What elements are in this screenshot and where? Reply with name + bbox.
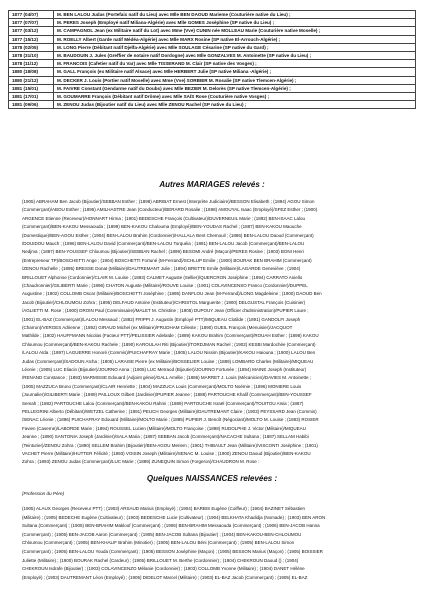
row-entry: M. BEN LALOU Judas (Portefaix natif du Lieu) avec Mlle BEN DAOUD Marieme (Couturière native du Lieu) ; (54, 11, 416, 19)
paragraph-line: (Militaire) ; (1905) BEDECHE Eugène (Cultivateur) ; (1903) BEDESCHE Lucie (Cultivateur) ; (1904) BELKHATA Khadidja (Nomade) ; (1903) BEN ARON (22, 514, 326, 520)
paragraph-line: (1901) EL-BAZ (Commerçant)/LALOU Messaud ; (1882) FRIPPI J. Augustin (Employé PTT)/MIQUEAU Clotilde ; (1891) GANDOLFI Joseph (22, 316, 301, 322)
table-row (9, 35, 416, 43)
paragraph-line: (1905) MAZZUCA Bruno (Commerçant)/CLAIR Henriette ; (1904) MAZZUCA Louis (Commerçant)/MOLTO Noémie ; (1896) MONIERE Louis (22, 383, 302, 389)
row-entry: M. CAMPAGNOL Jean (ex Militaire natif du Lot) avec Mme (Vve) CUNIN née MOLLEAU Marie (Couturière native Moselle) ; (54, 27, 416, 35)
paragraph-line: Sultana (Commerçant) ; (1905) BEN-BRAHIM Makloof (Commerçant) ; (1906) BEN-BRAHIM Messaouda (Commerçant) ; (1906) BEN-JACOB Hanna (22, 523, 320, 529)
row-date: 1881 (15/01) (9, 84, 54, 92)
paragraph-line: Chloumou (Commerçant)/BEN-KAKOU Rachele ; (1890) KAROULAH Riti (Bijoutier)/TORDJMAN Rachel ; (1902) KESBI Mardochée (Commerçant) (22, 341, 316, 347)
paragraph-line: /AGLIETTI M. Rose ; (1900) DROIN Paul (Commissaire)/MALET M. Christine ; (1905) DUPOUY Jean (Officier d'administration)/PUPIER Laure ; (22, 308, 309, 314)
paragraph-line: (1905) ALAUX Georges (Receveur PTT) ; (1903) ARSAUD Marius (Employé) ; (1904) BARBIS Eugène (Coiffeur) ; (1904) BAZINET Sébastien (22, 506, 305, 511)
row-date: 1880 (21/12) (9, 76, 54, 84)
paragraph-line: (Employé) ; (1903) DAUTREMANT Léon (Employé) ; (1905) DIDELOT Marcel (Militaire) ; (1903) EL-BAZ Jacob (Commerçant) ; (1905) EL-BAZ (22, 574, 308, 580)
paragraph-line: (Commerçant) ; (1905) BEN-LALOU Youda (Commerçant) ; (1905) BESSON Joséphine (Maçon) ; (1905) BESSON Marius (Maçon) ; (1905) BOISSIER (22, 549, 323, 554)
table-row (9, 19, 416, 27)
paragraph-line: Favien (Caserne)/LABORDE Marie ; (1894) ROUSSEL Lucien (Militaire)/MOLTO Françoise ; (1898) RUDOLPHE J. Victor (Militaire)/MIQUEAU (22, 425, 306, 431)
row-date: 1877 (07/07) (9, 19, 54, 27)
paragraph-line: (Journalier)/GILIBERTI Marie ; (1889) PAILLOUX Gilbert (Jardinier)/PUPIER Jeanne ; (1888) PARTOUCHE Khalif (Commerçant)/BEN-YOUSSEF (22, 392, 312, 398)
naissances-subtitle: (Profession du Père) (22, 491, 65, 496)
row-date: 1878 (31/10) (9, 52, 54, 60)
paragraph-line: (Domestique)/BEN-AGOU Esther ; (1904) BEN-LALOU Brahim (Cordonnier)/HALLALA Bent Chemouil ; (1886) BEN-LALOU Daoud (Commerçant) (22, 232, 314, 238)
table-row (9, 43, 416, 51)
paragraph-line: (1905) ABRAHAM Ben Jacob (Bijoutier)/SEBBAN Esther ; (1898) ABRIBAT Ernest (Interprète Judiciaire)/BESSON Elisabeth ; (1894) AGOU Simon (22, 199, 315, 204)
paragraph-line: /ZENOU Rachelle ; (1895) BRESSE Donat (Militaire)/DAUTREMANT Julie ; (1894) BRETTE Emile (Militaire)/LAGARDE Geneviève ; (1904) (22, 266, 301, 272)
table-row (9, 84, 416, 92)
row-entry: M. BAUDOUIN J. Jules (Greffier de notaire natif Dordogne) avec Mlle GONZALVES M. Antoinette (SP native du Lieu) ; (54, 52, 416, 60)
row-date: 1878 (11/12) (9, 60, 54, 68)
paragraph-line: Jacob (Bijoutier)/CHLOUMOU Zohra ; (1895) DELFAUD Antoine (Instituteur)/CHRISTOL Marguerite ; (1900) DELGUSTAL François (Cuisinier) (22, 299, 306, 305)
row-date: 1880 (18/08) (9, 68, 54, 76)
paragraph-line: Juliette (Militaire) ; (1900) BOURAK Rachel (Cardeur) ; (1905) BRILLOUET M. Berthe (Cordonnier) ; (1904) CHEKROUN Daoud () ; (1904) (22, 557, 299, 563)
row-date: 1881 (17/01) (9, 93, 54, 101)
row-entry: M. ROELLY Albert (Garde natif Médéa-Algérie) avec Mlle MARX Rosine (SP native El-Arrouch-Algérie) ; (54, 35, 416, 43)
row-entry: M. LONG Pierre (Débitant natif Djelfa-Algérie) avec Mlle SOULAGE Césarine (SP native du Gard) ; (54, 43, 416, 51)
paragraph-line: Augustine ; (1902) COLLOMB Oscar (Militaire)/BOSCHETTI Joséphine ; (1895) DANFLOU Jean (M-Ferrand)/LONG Magdeleine ; (1900) DAOUD Ben (22, 291, 322, 297)
paragraph-line: /SENAC Léonie ; (1896) PUICHAFRAY Edouard (Militaire)/MOLTO Marie ; (1885) PUPIER J. Benoît (Négociant)/MOLTO M. Louise ; (1883) ROSIER (22, 417, 319, 423)
row-entry: M. GALL François (ex Militaire natif Alsace) avec Mlle HERBERT Julie (SP native Miliana -Algérie) ; (54, 68, 416, 76)
row-entry: M. PERES Joseph (Employé natif Miliana-Algérie) avec Mlle GOMES Joséphine (SP native du Lieu) ; (54, 19, 416, 27)
table-row (9, 27, 416, 35)
table-row (9, 68, 416, 76)
paragraph-line: (Charron)/VERGES Adrienne ; (1892) GIRAUD Michel (ex Militaire)/FRUDHAM Céleste ; (1890) GUEIL François (Menuisier)/JACQUOT (22, 325, 293, 330)
row-date: 1878 (02/05) (9, 43, 54, 51)
row-entry: M. FAIVRE Constant (Gendarme natif du Doubs) avec Mlle BEZIER M. Delorès (SP native Tlemcen-Algérie) ; (54, 84, 416, 92)
row-date: 1877 (15/12) (9, 35, 54, 43)
table-row (9, 76, 416, 84)
paragraph-line: (Commerçant) ; (1905) BEN-JACOB Aaron (Commerçant) ; (1905) BEN-JACOB Sultana (Bijoutier) ; (1904) BEN-KAKOU-BEN-CHLOUMOU (22, 531, 302, 537)
paragraph-line: Chloumou (Commerçant) ; (1905) BEN-KHALIF Brahim (Minotier) ; (1905) BEN-LALOU Béni (Commerçant) ; (1905) BEN-LALOU Simon (22, 540, 295, 546)
paragraph-line: PELLEGRINI Alberto (Débitant)/WETZEL Catherine ; (1891) PEUCH Georges (Militaire)/DAUTREMANT Claire ; (1903) PEYSSARD Jean (Commis) (22, 409, 317, 414)
table-row (9, 101, 416, 109)
paragraph-line: ARGENCE Etienne (Receveur)/HONNART Hirma ; (1901) BEDESCHE François (Cultivateur)/DUVERNEUIL Marie ; (1892) BEN-ISAAC Lalou (22, 215, 306, 221)
table-row (9, 11, 416, 19)
paragraph-line: (Commerçant)/BEN-KAKOU Messaouda ; (1899) BEN-KAKOU Chalouma (Employé)/BEN-YOUDAS Rachel ; (1887) BEN-KAKOU Maouche (22, 224, 302, 230)
paragraph-line: BRILLOUET Alphonse (Cordonnier)/CLAIR M. Louise ; (1893) CALMET Auguste (Sellier)/QUERCRON Joséphine ; (1894) CARRATO Aniello (22, 274, 303, 280)
paragraph-line: /DOUIDOU Mauch ; (1896) BEN-LALOU David (Commerçant)/BEN-LALOU Torquéia ; (1881) BEN-LALOU Jacob (Commerçant)/BEN-LALOU (22, 241, 305, 246)
paragraph-line: (Chaudronnier)/GILIBERTI Marie ; (1896) CHATON Auguste (Militaire)/ROUVE Louise ; (1901) COLAVINCENSO Franco (Cordonnier)/DUPPEL (22, 283, 308, 288)
paragraph-line: Mathilde ; (1902) HAUFFMANN Nicolas (Facteur PTT)/PELISSIER Adelaïde ; (1889) KAKOU Brahim (Commerçant)/ROUAH Esther ; (1898) KAKOU (22, 333, 319, 339)
paragraph-line: (Teinturier)/ZENOU Zohra ; (1890) SELLEM Brahim (Bijoutier)/BEN-AGOU Meriem ; (1901) THIBAULT Jean (Militaire)/VISCONTI Joséphine ; (1901) (22, 442, 318, 448)
row-entry: M. FRANCOIS (Cafetier natif du Var) avec Mlle TISSERAND M. Clair (SP native des Vosges) ; (54, 60, 416, 68)
table-row (9, 52, 416, 60)
naissances-title: Quelques NAISSANCES relevées : (146, 474, 278, 483)
paragraph-line: Léonie ; (1905) LUC Eliacin (Bijoutier)/JOURNO Anna ; (1905) LUC Meïraod (Bijoutier)/JOURNO Fortunée ; (1894) MAINE Joseph (Instituteur) (22, 367, 307, 372)
row-entry: M. ZENOU Judas (Bijoutier natif du Lieu) avec Mlle ZENOU Rachel (SP native du Lieu) ; (54, 101, 416, 109)
row-date: 1877 (03/12) (9, 27, 54, 35)
paragraph-line: Semah ; (1882) PARTOUCHE Lalou (Commerçant)/BEN-KAKOU Rahmi ; (1889) PARTOUCHE Israël (Commerçant)/TOUITOU Aïsia ; (1887) (22, 400, 304, 406)
paragraph-line: Zohra ; (1893) ZENOU Judas (Commerçant)/LUC Marie ; (1889) ZUNEQUIN Simon (Forgeron)/CHAUDRON M. Rose : (22, 459, 260, 465)
row-date: 1881 (09/06) (9, 101, 54, 109)
paragraph-line: Nedjma ; (1887) BEN-YOUSSEF Chloumou (Bijoutier)/SEBBAN Rachel ; (1899) BESOMI André (Maçon)/PERES Rosine ; (1903) BONI Henri (22, 249, 304, 255)
paragraph-line: /LALOU Aïda ; (1897) LAGUERRE Honoré (Commis)/PUICHAFRAY Marie ; (1905) LALOU Nissim (Bijoutier)/KAKOU Haiouna ; (1900) LALOU Ben (22, 350, 316, 356)
row-date: 1877 (04/07) (9, 11, 54, 19)
row-entry: M. DECKER J. Louis (Portier natif Moselle) avec Mme (Vve) SORBIER M. Rosalie (SP native Tlemcen-Algérie) ; (54, 76, 416, 84)
paragraph-line: (Commerçant)/ABOU Esther ; (1895) AMILHASTRE Jean (Conducteur)/BERARD Rosalie ; (1898) AMOUYAL Isaac (Employé)/SFEZ Esther ; (1900) (22, 207, 318, 213)
marriage-table (8, 10, 416, 109)
paragraph-line: Judas (Commerçant)/SADOUN Aïcha ; (1905) LARAISE Pierre (ex Militaire)/BOSSELIER Louise ; (1889) LOMBARD Charles (Militaire)/MIQUEAU (22, 358, 314, 364)
mariages-title: Autres MARIAGES relevés : (159, 180, 265, 189)
paragraph-line: Jeanne ; (1890) SANTONIA Joseph (Jardinier)/SALA Maria ; (1887) SEBBAN Jacob (Commerçant)/NACACHE Sultana ; (1887) SELLAM Habibi (22, 434, 309, 440)
table-row (9, 93, 416, 101)
row-entry: M. GOUMARRE François (Débitant natif Drôme) avec Mlle SAÏS Rose (Couturière native Vosges) ; (54, 93, 416, 101)
paragraph-line: (Entrepreneur TP)/BOSCHETTI Ange ; (1904) BOSCHETTI Fortuné (M-Ferrand)/SCHLUP Emilie ; (1900) BOURAK BEN BRAHIM (Commerçant) (22, 257, 312, 263)
paragraph-line: /RENAND Constance ; (1893) MARMISSE Edouard (Adjoint génie)/GALL Amélie ; (1886) MARRET J. Louis (Mécanicien)/DAVIES M. Antoinette ; (22, 375, 312, 381)
paragraph-line: CHEKROUN Isdrafe (Bijoutier) ; (1903) COLAVINCENZO Mélanie (Cordonnier) ; (1903) COLLOMB Yvonne (Militaire) ; (1904) DANET Hélène (22, 566, 305, 572)
paragraph-line: VACHET Pierre (Militaire)/HUTTER Félicité ; (1893) VOISIN Joseph (Militaire)/SENAC M. Louise ; (1900) ZENOU Daoud (Bijoutier)/BEN-KAKOU (22, 451, 311, 456)
table-row (9, 60, 416, 68)
